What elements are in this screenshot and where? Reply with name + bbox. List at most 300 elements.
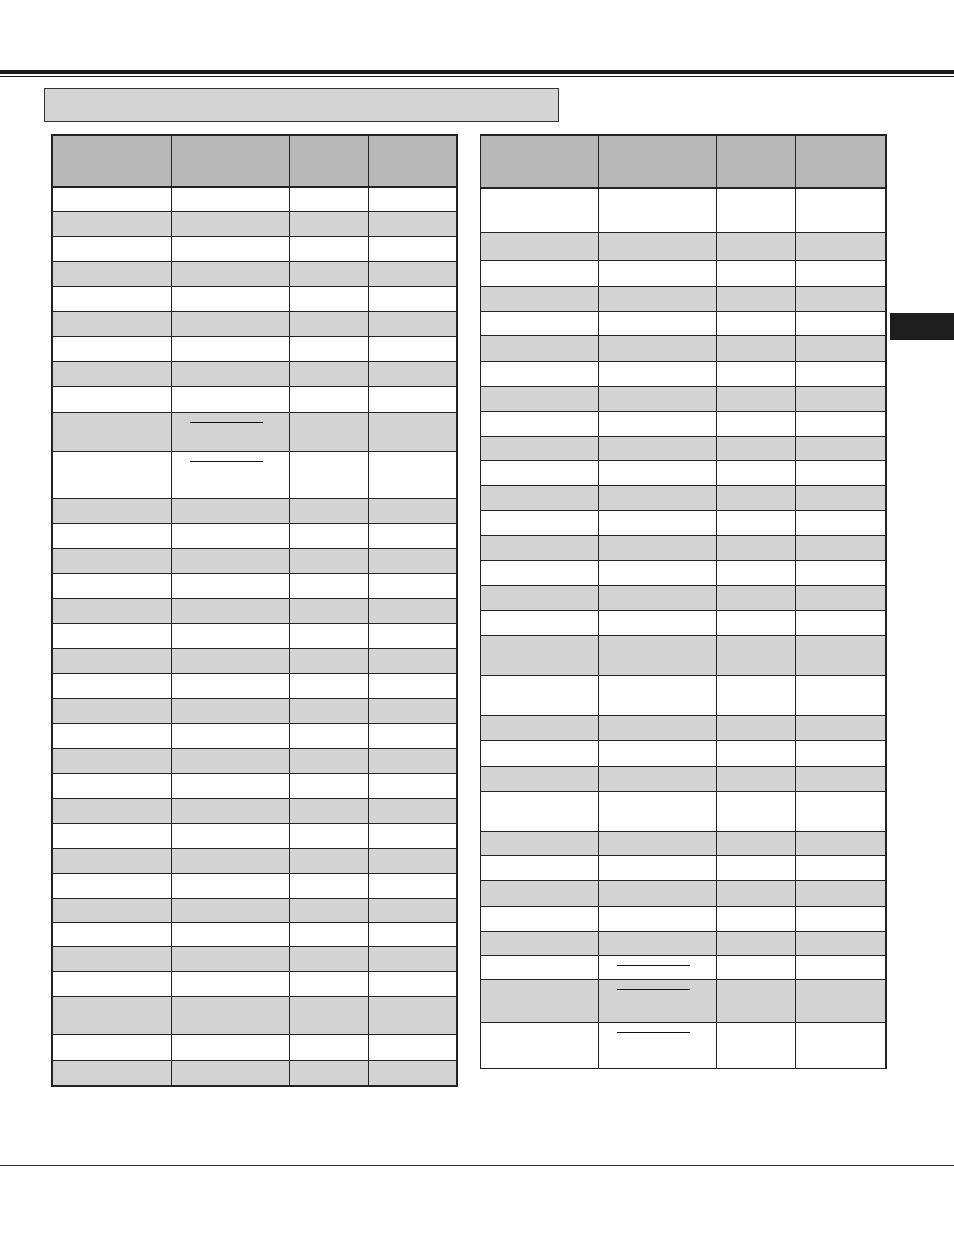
table-cell [599, 932, 717, 955]
table-cell [796, 461, 885, 485]
table-cell [290, 774, 369, 798]
table-cell [290, 524, 369, 548]
table-cell [53, 624, 172, 648]
table-cell [481, 189, 599, 232]
table-cell [369, 874, 456, 898]
table-row [481, 486, 885, 511]
table-row [481, 511, 885, 536]
table-cell [53, 262, 172, 286]
table-cell [481, 511, 599, 535]
table-cell [172, 287, 290, 311]
table-cell [717, 233, 796, 260]
table-cell [481, 336, 599, 361]
table-cell [481, 881, 599, 906]
table-cell [290, 549, 369, 573]
table-cell [481, 741, 599, 766]
table-cell [717, 312, 796, 335]
table-cell [717, 907, 796, 931]
table-cell [369, 947, 456, 971]
table-cell [796, 287, 885, 311]
table-cell [369, 287, 456, 311]
table-cell [53, 947, 172, 971]
table-cell [369, 312, 456, 336]
table-cell [369, 237, 456, 261]
table-cell [172, 1035, 290, 1060]
table-cell [290, 874, 369, 898]
table-cell [290, 699, 369, 723]
table-cell [599, 611, 717, 635]
table-cell [717, 362, 796, 386]
table-cell [717, 586, 796, 610]
table-row [481, 412, 885, 437]
table-row [53, 362, 456, 387]
table-cell [369, 1061, 456, 1085]
table-cell [796, 881, 885, 906]
table-cell [172, 188, 290, 211]
column-header [290, 136, 369, 186]
table-cell [290, 188, 369, 211]
table-cell [599, 907, 717, 931]
table-row [53, 524, 456, 549]
table-cell [599, 980, 717, 1022]
table-row [53, 549, 456, 574]
table-row [481, 461, 885, 486]
table-cell [796, 792, 885, 831]
table-cell [290, 287, 369, 311]
table-cell [290, 972, 369, 996]
table-cell [53, 699, 172, 723]
table-cell [290, 413, 369, 451]
table-cell [481, 536, 599, 560]
table-cell [172, 624, 290, 648]
table-cell [481, 716, 599, 740]
blank-underline [190, 422, 263, 423]
left-data-table [51, 134, 458, 1087]
table-cell [796, 932, 885, 955]
table-cell [172, 849, 290, 873]
top-rule-thin [0, 76, 954, 77]
table-cell [53, 849, 172, 873]
table-cell [717, 932, 796, 955]
table-row [481, 586, 885, 611]
table-cell [717, 881, 796, 906]
section-title-box [44, 88, 559, 122]
table-cell [796, 362, 885, 386]
table-cell [481, 767, 599, 791]
table-cell [172, 724, 290, 748]
table-row [481, 189, 885, 233]
table-cell [172, 972, 290, 996]
table-row [53, 1035, 456, 1061]
table-cell [53, 413, 172, 451]
table-row [53, 337, 456, 362]
table-cell [599, 636, 717, 675]
table-row [53, 262, 456, 287]
table-row [53, 699, 456, 724]
table-row [481, 233, 885, 261]
table-cell [717, 980, 796, 1022]
table-row [53, 799, 456, 824]
table-cell [717, 486, 796, 510]
table-cell [599, 362, 717, 386]
table-cell [172, 649, 290, 673]
table-row [481, 907, 885, 932]
table-cell [717, 611, 796, 635]
table-cell [717, 287, 796, 311]
table-cell [172, 524, 290, 548]
table-cell [796, 387, 885, 411]
table-cell [599, 412, 717, 436]
table-cell [369, 824, 456, 848]
table-row [53, 972, 456, 997]
table-cell [172, 262, 290, 286]
table-cell [290, 923, 369, 946]
table-cell [290, 312, 369, 336]
table-cell [599, 312, 717, 335]
top-rule-thick [0, 70, 954, 74]
table-cell [172, 237, 290, 261]
table-cell [717, 189, 796, 232]
table-cell [481, 312, 599, 335]
table-cell [796, 1023, 885, 1068]
table-cell [53, 362, 172, 386]
column-header [481, 136, 599, 187]
table-row [53, 413, 456, 452]
table-cell [172, 212, 290, 236]
table-cell [172, 774, 290, 798]
table-row [481, 636, 885, 676]
table-row [53, 599, 456, 624]
table-cell [481, 561, 599, 585]
table-cell [796, 336, 885, 361]
table-cell [369, 212, 456, 236]
table-row [481, 980, 885, 1023]
table-cell [796, 511, 885, 535]
table-cell [369, 362, 456, 386]
bottom-rule [0, 1165, 954, 1166]
table-cell [599, 461, 717, 485]
column-header [796, 136, 885, 187]
table-cell [599, 336, 717, 361]
table-cell [290, 899, 369, 922]
table-row [53, 188, 456, 212]
table-row [481, 287, 885, 312]
table-cell [369, 774, 456, 798]
column-header [599, 136, 717, 187]
table-cell [369, 624, 456, 648]
table-cell [290, 749, 369, 773]
table-cell [717, 792, 796, 831]
table-cell [172, 799, 290, 823]
table-cell [796, 189, 885, 232]
table-cell [717, 461, 796, 485]
table-cell [290, 799, 369, 823]
table-cell [290, 387, 369, 412]
table-cell [796, 980, 885, 1022]
table-cell [796, 486, 885, 510]
table-cell [796, 767, 885, 791]
table-cell [717, 536, 796, 560]
table-row [481, 676, 885, 716]
table-cell [290, 499, 369, 523]
table-cell [369, 387, 456, 412]
table-row [481, 561, 885, 586]
table-cell [172, 312, 290, 336]
table-cell [481, 856, 599, 880]
table-cell [172, 599, 290, 623]
table-cell [172, 549, 290, 573]
table-cell [369, 549, 456, 573]
table-cell [53, 674, 172, 698]
table-cell [172, 1061, 290, 1085]
table-cell [796, 676, 885, 715]
table-cell [717, 956, 796, 979]
table-cell [717, 1023, 796, 1068]
table-cell [53, 499, 172, 523]
table-cell [369, 849, 456, 873]
table-row [481, 832, 885, 856]
table-row [53, 824, 456, 849]
table-cell [796, 261, 885, 286]
table-row [481, 437, 885, 461]
table-cell [599, 536, 717, 560]
table-cell [796, 561, 885, 585]
chapter-side-tab [890, 313, 954, 340]
table-row [53, 724, 456, 749]
table-row [53, 899, 456, 923]
table-cell [717, 767, 796, 791]
table-cell [481, 461, 599, 485]
table-cell [599, 189, 717, 232]
table-cell [53, 997, 172, 1034]
table-cell [796, 536, 885, 560]
table-cell [53, 1061, 172, 1085]
table-cell [53, 574, 172, 598]
table-row [53, 237, 456, 262]
table-cell [717, 856, 796, 880]
table-cell [53, 312, 172, 336]
table-row [53, 452, 456, 499]
table-row [53, 923, 456, 947]
table-cell [599, 767, 717, 791]
table-cell [172, 337, 290, 361]
table-cell [290, 1035, 369, 1060]
table-cell [290, 674, 369, 698]
table-cell [290, 237, 369, 261]
table-cell [481, 362, 599, 386]
table-cell [369, 699, 456, 723]
table-cell [796, 437, 885, 460]
table-cell [53, 972, 172, 996]
table-cell [717, 387, 796, 411]
table-row [481, 856, 885, 881]
table-cell [796, 312, 885, 335]
table-cell [53, 188, 172, 211]
table-cell [53, 452, 172, 498]
table-cell [599, 856, 717, 880]
table-cell [369, 899, 456, 922]
table-row [53, 674, 456, 699]
table-cell [599, 561, 717, 585]
table-cell [717, 676, 796, 715]
table-cell [290, 649, 369, 673]
table-cell [796, 233, 885, 260]
table-cell [172, 874, 290, 898]
table-cell [717, 636, 796, 675]
table-cell [290, 599, 369, 623]
blank-underline [617, 1032, 690, 1033]
table-cell [172, 947, 290, 971]
table-cell [369, 524, 456, 548]
table-row [53, 624, 456, 649]
table-row [481, 956, 885, 980]
table-cell [172, 452, 290, 498]
blank-underline [617, 965, 690, 966]
blank-underline [190, 461, 263, 462]
table-cell [369, 724, 456, 748]
table-header-row [53, 136, 456, 188]
table-row [481, 261, 885, 287]
table-cell [290, 337, 369, 361]
table-row [481, 792, 885, 832]
table-cell [717, 716, 796, 740]
table-cell [53, 774, 172, 798]
table-cell [172, 674, 290, 698]
table-cell [717, 261, 796, 286]
table-row [53, 499, 456, 524]
table-cell [53, 724, 172, 748]
table-cell [599, 1023, 717, 1068]
table-cell [717, 511, 796, 535]
table-cell [481, 287, 599, 311]
table-cell [53, 649, 172, 673]
table-cell [369, 799, 456, 823]
table-header-row [481, 136, 885, 189]
table-row [53, 574, 456, 599]
table-cell [481, 956, 599, 979]
table-row [481, 881, 885, 907]
table-cell [796, 611, 885, 635]
table-cell [717, 412, 796, 436]
table-cell [796, 636, 885, 675]
table-cell [599, 486, 717, 510]
table-cell [481, 676, 599, 715]
table-cell [172, 749, 290, 773]
table-cell [53, 899, 172, 922]
table-cell [369, 262, 456, 286]
table-row [53, 749, 456, 774]
column-header [172, 136, 290, 186]
table-cell [481, 261, 599, 286]
table-cell [599, 511, 717, 535]
table-cell [599, 586, 717, 610]
column-header [369, 136, 456, 186]
table-cell [172, 699, 290, 723]
table-cell [290, 1061, 369, 1085]
table-cell [53, 287, 172, 311]
table-cell [717, 561, 796, 585]
table-cell [290, 624, 369, 648]
table-cell [172, 899, 290, 922]
table-cell [290, 362, 369, 386]
table-row [481, 336, 885, 362]
table-cell [599, 792, 717, 831]
table-cell [53, 212, 172, 236]
table-cell [369, 452, 456, 498]
table-row [481, 741, 885, 767]
table-row [481, 362, 885, 387]
table-cell [481, 586, 599, 610]
table-row [53, 649, 456, 674]
table-cell [53, 749, 172, 773]
table-cell [599, 832, 717, 855]
table-cell [369, 649, 456, 673]
table-cell [369, 599, 456, 623]
table-cell [717, 741, 796, 766]
table-cell [172, 387, 290, 412]
table-cell [796, 586, 885, 610]
table-cell [53, 387, 172, 412]
table-cell [369, 337, 456, 361]
table-row [53, 849, 456, 874]
table-row [53, 774, 456, 799]
table-cell [290, 452, 369, 498]
table-cell [53, 237, 172, 261]
table-cell [599, 287, 717, 311]
table-row [53, 287, 456, 312]
table-cell [599, 881, 717, 906]
column-header [53, 136, 172, 186]
table-cell [369, 972, 456, 996]
table-cell [481, 792, 599, 831]
table-cell [481, 907, 599, 931]
table-cell [481, 437, 599, 460]
table-row [481, 767, 885, 792]
table-row [53, 947, 456, 972]
table-cell [53, 874, 172, 898]
table-cell [172, 824, 290, 848]
table-cell [599, 261, 717, 286]
table-cell [369, 1035, 456, 1060]
table-cell [481, 412, 599, 436]
table-cell [599, 437, 717, 460]
table-cell [717, 336, 796, 361]
table-cell [796, 832, 885, 855]
table-cell [53, 799, 172, 823]
table-cell [599, 956, 717, 979]
table-cell [53, 549, 172, 573]
table-cell [796, 956, 885, 979]
table-cell [796, 741, 885, 766]
table-row [481, 1023, 885, 1068]
table-cell [290, 262, 369, 286]
table-cell [290, 212, 369, 236]
table-cell [172, 413, 290, 451]
table-cell [53, 524, 172, 548]
table-cell [53, 923, 172, 946]
table-cell [717, 832, 796, 855]
table-cell [172, 499, 290, 523]
table-row [53, 387, 456, 413]
table-cell [599, 741, 717, 766]
table-row [481, 932, 885, 956]
blank-underline [617, 989, 690, 990]
table-cell [172, 997, 290, 1034]
column-header [717, 136, 796, 187]
table-cell [599, 676, 717, 715]
table-row [53, 874, 456, 899]
table-cell [53, 1035, 172, 1060]
